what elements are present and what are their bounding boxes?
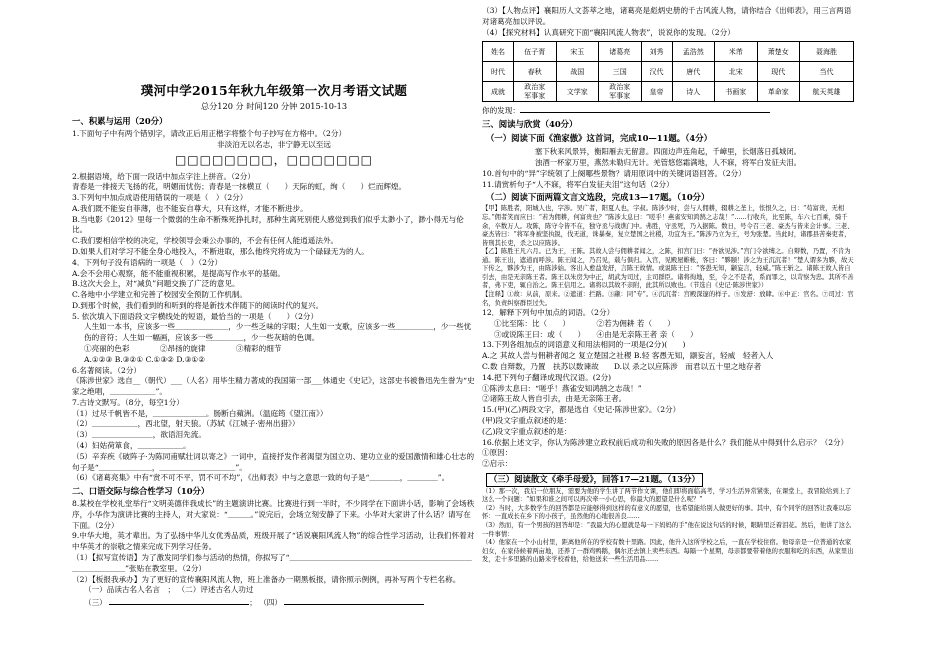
table-cell: 春秋 — [514, 62, 556, 82]
question-3-option-c: C.我们要相信学校的决定，学校领导会秉公办事的，不会有任何人能逍遥法外。 — [72, 236, 339, 246]
passage-notes: 【注释】①故：从前，原来。②遮道：拦路。③颛：同“专”。④沉沉者：宫殿深邃的样子。⑤发舒：放肆。⑥中正：官名。⑦司过：官名，负责纠察群臣过失。 — [482, 291, 854, 307]
table-cell: 诗人 — [672, 82, 714, 102]
table-cell: 航天英雄 — [800, 82, 854, 102]
section-1-heading: 一、积累与运用（20分） — [72, 116, 168, 126]
question-4-option-d: D.到那个时候，我们看到的和听到的将是新技术伴随下的阅读时代的复兴。 — [72, 300, 324, 310]
question-4-option-a: A.会不会用心观察，能不能重视积累，是提高写作水平的基础。 — [72, 268, 285, 278]
essay-paragraph-3: （3）然而，有一个男孩的回答却是：“我最大的心愿就是每一下妈妈的手”他在说这句话的时候，眼睛里泛着泪花。然后，他讲了这么一件事情： — [482, 522, 852, 538]
table-row — [483, 42, 854, 62]
poem-stanza-2: 浊酒一杯家万里，燕然未勒归无计。羌管悠悠霜满地，人不寐，将军白发征夫泪。 — [534, 158, 802, 168]
question-15: 15.(甲)(乙)两段文字，都是选自《史记·陈涉世家》。（2分） — [482, 405, 681, 415]
question-15-item-1: (甲)段文字重点叙述的是： — [482, 415, 572, 425]
table-cell: 政治家 军事家 — [514, 82, 556, 102]
question-12: 12．解释下列句中加点的词语。（2分） — [482, 308, 615, 318]
question-5-text: 人生如一本书，应该多一些＿＿＿＿＿＿＿，少一些乏味的字眼；人生如一支歌，应该多一些＿＿＿＿＿，少一些忧伤的音符；人生如一幅画，应该多一些＿＿＿＿，少一些灰暗的色调。 — [84, 322, 472, 343]
column-name-1: （一）品读古名人名言 — [84, 585, 160, 595]
question-8: 8.某校在学校礼堂举行“文明美德伴我成长”的主题演讲比赛。比赛进行到一半时，不少同学在下面讲小话，影响了会场秩序，小华作为演讲比赛的主持人，对大家说：“＿＿＿。”说完后，会场立刻安静了下来。小华对大家讲了什么话？请写在下面。（2分） — [72, 499, 475, 530]
table-row — [483, 82, 854, 102]
figures-table — [482, 41, 854, 102]
question-14-item-2: ②诸陈王故人皆自引去，由是无亲陈王者。 — [482, 394, 627, 404]
table-row-header: 姓名 — [483, 42, 514, 62]
question-15-item-2: (乙)段文字重点叙述的是： — [482, 426, 572, 436]
reading-3-heading: （三）阅读散文《牵手母爱》，回答17—21题。（13分） — [486, 473, 703, 487]
question-4-option-b: B.这次大会上，对“减负”问题交换了广泛的意见。 — [72, 279, 240, 289]
question-16: 16.依据上述文字，你认为陈涉建立政权前后成功和失败的原因各是什么？我们能从中得到什么启示？（2分） — [482, 437, 849, 447]
question-1-sentence: 非淡泊无以名志，非宁静无以至远 — [217, 139, 331, 149]
essay-paragraph-4: （4）他家在一个小山村里，距离他所在的学校有数十里路。因此，他升入这所学校之后，一直在学校住宿。他母亲是一位普通的农家妇女，在家侍候着两亩地，还养了一群鸡鸭鹅，偶尔还去镇上卖些东西。每隔一个星期，母亲都要带着他的衣服和吃的东西，从家里出发，走十多里路的山路来学校看他，给他送来一些生活用品…… — [482, 539, 854, 564]
table-cell: 皇帝 — [641, 82, 672, 102]
table-cell: 北宋 — [715, 62, 757, 82]
question-7-item-2: （2）＿＿＿＿＿＿，西北望，射天狼。（苏轼《江城子·密州出猎》） — [72, 419, 300, 429]
right-column — [482, 6, 854, 565]
question-3-option-b: B.当电影《2012》里每一个微弱的生命不断殊死挣扎时，那种生离死别使人感觉到我们似乎太渺小了，渺小得无与伦比。 — [72, 214, 464, 235]
essay-paragraph-1: （1）那一次，我启一位朋友，需要为他的学生讲了两节作文课，他们即将面临高考，学习生活异常紧张，在课堂上，我冒险给到上了这么一个问题：“如果和谁之间可以再次牵一小心思，你最大的愿望是什么呢？” — [482, 487, 852, 504]
table-cell: 战国 — [556, 62, 598, 82]
question-14: 14.把下列句子翻译成现代汉语。(2分) — [482, 372, 612, 382]
question-7: 7.古诗文默写。（8分，每空1分） — [72, 397, 184, 407]
table-cell: 萧楚女 — [757, 42, 799, 62]
table-row-header: 成就 — [483, 82, 514, 102]
question-14-item-1: ①陈涉太息曰：“嗟乎！燕雀安知鸿鹄之志哉！” — [482, 383, 642, 393]
column-name-3-blank[interactable] — [109, 596, 249, 605]
question-9-part-1: （1）【拟写宣传语】为了激发同学们参与活动的热情，你拟写了“＿＿＿＿＿＿＿＿＿＿＿＿＿＿＿＿＿＿＿＿＿＿＿＿＿＿＿＿＿＿＿”张贴在教室里。（2分） — [72, 553, 472, 573]
table-cell: 伍子胥 — [514, 42, 556, 62]
table-cell: 唐代 — [672, 62, 714, 82]
table-cell: 政治家 军事家 — [599, 82, 641, 102]
table-cell: 书画家 — [715, 82, 757, 102]
question-4-option-c: C.各地中小学建立和完善了校园安全预防工作机制。 — [72, 290, 248, 300]
question-11: 11.请赏析句子“人不寐，将军白发征夫泪”这句话（2分） — [482, 179, 674, 189]
question-13-row-1: A.之 其故人尝与佣耕者闻之 复立楚国之社稷 B.轻 客愚无知，颛妄言，轻威 轻者入人 — [482, 351, 774, 361]
reading-2-heading: （二）阅读下面两篇文言文选段，完成13—17题。（10分） — [486, 192, 710, 203]
table-row — [483, 62, 854, 82]
column-name-2: （二）评述古名人功过 — [177, 585, 254, 595]
question-7-item-3: （3）＿＿＿＿＿＿＿＿，欲语泪先流。 — [72, 430, 206, 440]
section-2-heading: 二、口语交际与综合性学习（10分） — [72, 486, 210, 497]
question-9-part-4: （4）【探究材料】认真研究下面“襄阳风流人物表”，说说你的发现。（2分） — [482, 27, 735, 37]
question-7-item-4: （4）妇姑荷箪食，＿＿＿＿＿＿。 — [72, 441, 191, 451]
question-16-item-1: ①原因： — [482, 448, 513, 458]
question-7-item-1: （1）过尽千帆皆不是，＿＿＿＿＿＿＿。肠断白蘋洲。（温庭筠《望江南》） — [72, 408, 328, 418]
question-5: 5. 依次填入下面语段文字横线处的短语，最恰当的一项是（ ）（2分） — [72, 311, 319, 321]
table-cell: 三国 — [599, 62, 641, 82]
question-10: 10.首句中的“异”字统领了上阕哪些景物？请用原词中的关键词语回答。（2分） — [482, 168, 746, 178]
exam-subtitle: 总分120 分 时间120 分钟 2015-10-13 — [200, 100, 348, 111]
question-4: 4．下列句子没有语病的一项是（ ）（2分） — [72, 257, 223, 267]
question-6: 6.名著阅读。（2分） — [72, 365, 142, 375]
question-3-option-a: A.我们既不能妄自菲薄，也不能妄自尊大，只有这样，才能不断进步。 — [72, 203, 308, 213]
table-cell: 当代 — [800, 62, 854, 82]
question-2-text: 青春是一排接天飞扬的花，明媚而忧伤；青春是一抹横亘（ ）天际的虹，绚（ ）烂而辉煌。 — [72, 182, 407, 192]
column-name-4-blank[interactable] — [284, 596, 424, 605]
table-cell: 宋玉 — [556, 42, 598, 62]
essay-paragraph-2: （2）当时，大多数学生的回答都是应能够得到这样的有意义的愿望，也希望能给别人做更好的事。其中，有个同学的回答让我难以忘怀：一直成长在乡下的小孩子，虽然他的心地很善良…… — [482, 504, 852, 521]
table-cell: 诸葛亮 — [599, 42, 641, 62]
column-names-row-2: （三） ； （四） — [72, 596, 476, 609]
question-13-row-2: C.数 自辩数，乃置 扶苏以数谏故 D.以 杀之以应陈涉 而君以五十里之地存者 — [482, 362, 762, 372]
question-6-text: 《陈涉世家》选自__（朝代）___（人名）用毕生精力著成的我国第一部___体通史《史记》，这部史书被鲁迅先生誉为“史家之绝唱，＿＿＿＿＿＿”。 — [72, 376, 475, 397]
question-5-choices: A.①②③ B.③②① C.①③② D.③①② — [84, 354, 206, 364]
question-13: 13.下列各组加点的词语意义和用法相同的一项是(2分)( ) — [482, 340, 686, 350]
reading-1-heading: （一）阅读下面《渔家傲》这首词，完成10—11题。（4分） — [486, 133, 712, 144]
question-2: 2.根据语境，给下面一段话中加点字注上拼音。（2分） — [72, 171, 255, 181]
question-16-item-2: ②启示： — [482, 459, 513, 469]
question-7-item-5: （5）辛弃疾《破阵子·为陈同甫赋壮词以寄之》一词中，直接抒发作者渴望为国立功、建功立业的爱国激情和雄心壮志的句子是“＿＿＿＿＿＿＿，＿＿＿＿＿＿＿＿＿＿”。 — [72, 451, 475, 472]
question-7-item-6: （6）《诸葛亮集》中有“赏不可不平，罚不可不均”，《出师表》中与之意思一致的句子是“＿＿＿＿，＿＿＿＿”。 — [72, 473, 450, 483]
table-cell: 米芾 — [715, 42, 757, 62]
discovery-blank[interactable] — [520, 104, 770, 113]
question-3-option-d: D.如果人们对学习不能全身心地投入，不断进取，那么他终究将成为一个碌碌无为的人。 — [72, 246, 369, 256]
question-12-row-1: ①比至陈：比（ ） ②若为佣耕 若（ ） — [494, 318, 675, 328]
discovery-label: 你的发现： — [482, 106, 520, 116]
exam-header — [72, 82, 476, 112]
exam-title: 璞河中学2015年秋九年级第一次月考语文试题 — [140, 83, 408, 98]
table-cell: 革命家 — [757, 82, 799, 102]
question-1: 1.下面句子中有两个错别字，请改正后用正楷字将整个句子抄写在方格中。（2分） — [72, 128, 347, 138]
question-9: 9.中华大地，英才辈出。为了弘扬中华儿女优秀品质，班级开展了“话说襄阳风流人物”的综合性学习活动，让我们怀着对中华英才的崇敬之情来完成下列学习任务。 — [72, 531, 475, 552]
table-cell: 文学家 — [556, 82, 598, 102]
table-row-header: 时代 — [483, 62, 514, 82]
table-cell: 现代 — [757, 62, 799, 82]
discovery-line — [482, 104, 854, 117]
poem-stanza-1: 塞下秋来风景异，衡阳雁去无留意。四面边声连角起，千嶂里，长烟落日孤城闭。 — [534, 146, 802, 156]
question-9-part-2: （2）【板报我承办】为了更好的宣传襄阳风流人物，班上准备办一期黑板报，请你照示例例，再补写两个专栏名称。 — [72, 574, 461, 584]
column-name-3-label: （三） — [84, 598, 107, 608]
question-9-part-3: （3）【人物点评】襄阳历人文荟萃之地，诸葛亮是彪炳史册的千古风流人物，请你结合《出师表》，用三言两语对诸葛亮加以评说。 — [482, 6, 852, 26]
column-name-4-label: （四） — [259, 598, 282, 608]
question-5-phrases: ①亮丽的色彩 ②昂扬的旋律 ③精彩的细节 — [84, 344, 282, 354]
table-cell: 刘秀 — [641, 42, 672, 62]
answer-grid[interactable]: □□□□□□□□，□□□□□□□ — [174, 153, 374, 168]
question-3: 3.下列句中加点成语使用错误的一项是（ ）（2分） — [72, 193, 248, 203]
table-cell: 汉代 — [641, 62, 672, 82]
table-cell: 聂海胜 — [800, 42, 854, 62]
table-cell: 孟浩然 — [672, 42, 714, 62]
section-3-heading: 三、阅读与欣赏（40分） — [482, 119, 578, 130]
passage-yi: 【乙】陈胜王凡六月。已为王，王陈。其故人尝与佣耕者闻之，之陈，扣宫门曰：“吾欲见涉。”宫门令欲缚之。自辩数，乃置，不肯为通。陈王出，遮道而呼涉。陈王闻之，乃召见，载与俱归。入宫，见殿屋帷帐，客曰：“夥颐！涉之为王沉沉者！”楚人谓多为夥，故天下传之，夥涉为王，由陈涉始。客出入愈益发舒，言陈王故情。或说陈王曰：“客愚无知，颛妄言，轻威。”陈王斩之。诸陈王故人皆自引去，由是无亲陈王者。陈王以朱房为中正，胡武为司过，主司群臣。诸将徇地，至，令之不是者，系而罪之，以苛察为忠。其所不善者，弗下吏，辄自治之。陈王信用之。诸将以其故不亲附，此其所以败也。（节选自《史记·陈涉世家》） — [482, 248, 854, 290]
question-12-row-2: ③或说陈王曰：或（ ） ④由是无亲陈王者 亲（ ） — [494, 329, 698, 339]
column-names-row-1: （一）品读古名人名言 ； （二）评述古名人功过 — [84, 585, 254, 595]
passage-jia: 【甲】陈胜者，阳城人也，字涉。吴广者，阳夏人也，字叔。陈涉少时，尝与人佣耕，辍耕之垄上，怅恨久之，曰：“苟富贵，无相忘。”佣者笑而应曰：“若为佣耕，何富贵也？”陈涉太息曰：“嗟乎！燕雀安知鸿鹄之志哉！”……行收兵，比至陈，车六七百乘，骑千余，卒数万人。攻陈，陈守令皆不在，独守丞与战谯门中。弗胜，守丞死，乃入据陈。数日，号令召三老、豪杰与皆来会计事。三老、豪杰皆曰：“将军身被坚执锐，伐无道，诛暴秦，复立楚国之社稷，功宜为王。”陈涉乃立为王，号为张楚。当此时，诸郡县苦秦吏者，皆刑其长吏，杀之以应陈涉。 — [482, 205, 854, 247]
left-column — [72, 114, 476, 609]
